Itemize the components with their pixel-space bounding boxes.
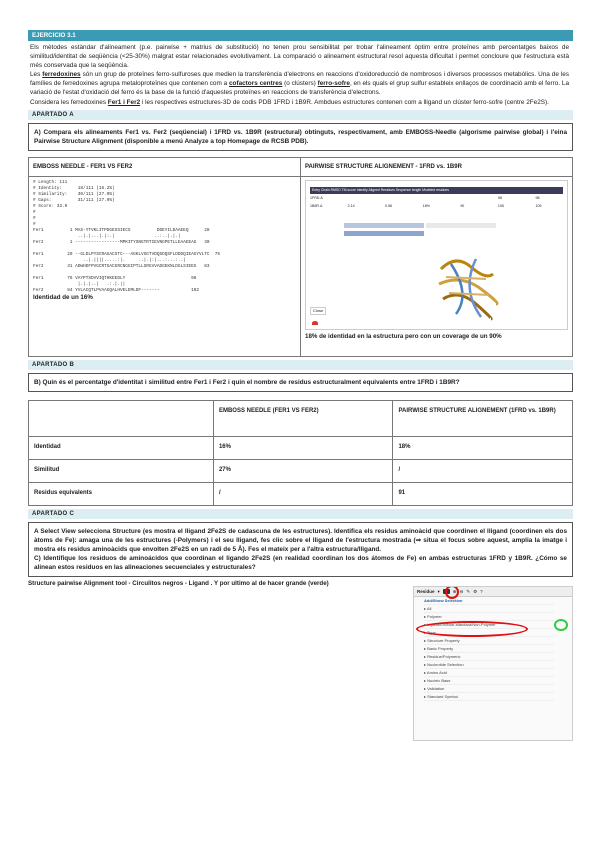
help-icon[interactable]: ? [480, 588, 483, 594]
pairwise-cell: 105 [535, 204, 542, 209]
table-header-cell: EMBOSS NEEDLE (FER1 VS FER2) [213, 400, 393, 436]
comparison-panels [28, 157, 573, 357]
emboss-title: EMBOSS NEEDLE - FER1 VS FER2 [29, 158, 300, 178]
pairwise-title: PAIRWISE STRUCTURE ALIGNEMENT - 1FRD vs. 1B9R [301, 158, 572, 178]
selection-item[interactable]: ▸ All [424, 605, 554, 613]
remove-icon[interactable]: ⊖ [459, 588, 464, 594]
close-button[interactable]: Close [310, 307, 326, 315]
pairwise-cell: 2.14 [347, 204, 355, 209]
pairwise-cell: 98 [497, 196, 502, 201]
section-c-label: APARTADO C [28, 509, 573, 519]
emboss-panel [29, 158, 300, 356]
intro-paragraph-3: Considera les ferredoxines Fer1 i Fer2 i les respectives estructures-3D de codis PDB 1FRD i 1B9R. Ambdues estructures contenen com a lligand un clúster ferro-sofre (centre 2Fe2S). [30, 98, 549, 106]
exercise-title: EJERCICIO 3.1 [28, 30, 573, 41]
alignment-line: Fer1 1 MAS-YTVKLITPDGESSIECS DDEYILDAAEEQ 28 [33, 228, 210, 234]
selection-item[interactable]: ▸ Validation [424, 685, 554, 693]
pairwise-cell: 0.56 [385, 204, 393, 209]
selection-list [414, 605, 572, 701]
alignment-line: Fer2 1 -----------------MPKITYSNGTRTIEVNGPETLLEAAEEAG 30 [33, 240, 210, 246]
selection-item[interactable]: ▸ Basic Property [424, 645, 554, 653]
answer-c [28, 580, 573, 741]
pairwise-cell: 98 [535, 196, 540, 201]
pairwise-cell: 105 [497, 204, 504, 209]
question-c [28, 522, 573, 577]
selection-item[interactable]: ▸ Residue/Polymeric [424, 653, 554, 661]
settings-icon[interactable]: ⚙ [473, 588, 478, 594]
table-cell: / [213, 482, 393, 505]
selection-item[interactable]: ▸ Nucleic Base [424, 677, 554, 685]
alignment-line: Fer1 29 --GLDLPYSCRAGACSTC---AGKLVSGTVDQSDQSFLDDDQIEAGYVLTC 75 [33, 252, 221, 258]
sequence-bar-2 [344, 231, 424, 236]
selection-item[interactable]: ▸ Ligand/Ion/Non-standard/Non-Polymer [424, 621, 554, 629]
section-b-label: APARTADO B [28, 360, 573, 370]
needle-alignment [33, 228, 296, 294]
worksheet-page [28, 30, 573, 741]
table-cell: Residus equivalents [29, 482, 214, 505]
selection-item[interactable]: ▸ Nucleotide Selection [424, 661, 554, 669]
alignment-line: ..|.|...|.|:.| ..:..|.|.| [33, 234, 181, 240]
pairwise-cell: 1FRD.A [310, 196, 323, 201]
comparison-table [28, 400, 573, 506]
selection-item[interactable]: ▸ Amino Acid [424, 669, 554, 677]
pairwise-panel [300, 158, 572, 356]
protein-structure-image [431, 249, 503, 325]
table-cell: Similitud [29, 459, 214, 482]
needle-header: # Length: 111 # Identity: 18/111 (16.2%) # Similarity: 30/111 (27.0%) # Gaps: 31/111 (27.9%) # Score: 33.0 # # # [33, 180, 115, 228]
pairwise-screenshot [305, 180, 568, 330]
sequence-bar-1 [344, 223, 424, 228]
panel-title: Residue [417, 588, 435, 594]
add-icon[interactable]: ⊕ [452, 588, 457, 594]
table-cell: 27% [213, 459, 393, 482]
alignment-line: ..|.||||.....:|. ..|.|:|...:...:..| [33, 258, 186, 264]
question-a: A) Compara els alineaments Fer1 vs. Fer2 (seqüencial) i 1FRD vs. 1B9R (estructural) obtinguts, respectivament, amb EMBOSS-Needle (algorisme pairwise global) i l'eina Pairwise Structure Alignment (disponible a menú Analyze a top Homepage de RCSB PDB). [28, 123, 573, 151]
table-cell: Identidad [29, 436, 214, 459]
intro-paragraph-2: Les ferredoxines són un grup de proteïnes ferro-sulfuroses que medien la transferència d'electrons en reaccions d'oxidoreducció de nombrosos i diversos processos metabòlics. Una de les famílies de ferredoxines agrupa metaloproteïnes que contenen com a cofactors centres (o clústers) ferro-sofre, en els quals el grup sulfur estableix enllaços de coordinació amb el ferro. La variació de l'estat d'oxidació del ferro és la base de la funció d'aquestes proteïnes en reaccions de transferència d'electrons. [30, 71, 570, 97]
pairwise-row-1frd [310, 195, 563, 202]
intro-paragraph-1: Els mètodes estàndar d'alineament (p.e. pairwise + matrius de substitució) no tenen prou sensibilitat per trobar l'alineament òptim entre proteïnes amb percentatges baixos de similitud/identitat de seqüència (<25-30%) malgrat estar relacionades evolutivament. La comparació o alineament estructural resol aquesta dificultat i permet concloure que l'estructura està més conservada que la seqüència. [30, 44, 569, 70]
table-row [29, 482, 573, 505]
link-cofactors[interactable]: cofactors centres [228, 80, 283, 88]
sequence-bar-3 [426, 223, 496, 228]
question-c-part-c: C) Identifique los residuos de aminoácidos que coordinan el ligando 2Fe2S (en realidad coordinan los dos átomos de Fe) en ambas estructuras 1FRD y 1B9R. ¿Cómo se alinean estos residuos en las alineaciones secuenciales y estructurales? [34, 555, 567, 572]
selection-item[interactable]: ▸ Structure Property [424, 637, 554, 645]
alignment-line: Fer2 31 ADWHDFPVGCRTGACGRCNGGIPTLLGRGVVADGEKNLDGLSIEEG 83 [33, 264, 210, 270]
emboss-caption: Identidad de un 16% [33, 294, 93, 302]
alignment-line: Fer2 84 YVLACQTLPVAAGQALHVELEMLDF------- 102 [33, 288, 199, 294]
table-row [29, 436, 573, 459]
pairwise-cell: 90 [460, 204, 465, 209]
table-cell: 16% [213, 436, 393, 459]
selection-item[interactable]: ▸ Polymer [424, 613, 554, 621]
panel-toolbar [414, 587, 572, 597]
edit-icon[interactable]: ✎ [466, 588, 471, 594]
alignment-line: Fer1 76 VAYPTSDVVIQTHKEEDLY 98 [33, 276, 197, 282]
selection-item[interactable]: ▸ Type [424, 629, 554, 637]
link-ferredoxines[interactable]: ferredoxines [42, 71, 81, 79]
pairwise-cell: 18% [422, 204, 430, 209]
selection-item[interactable]: ▸ Standard Symbol [424, 693, 554, 701]
dropdown-icon[interactable]: ▾ [437, 588, 440, 594]
pairwise-caption: 18% de identidad en la estructura pero con un coverage de un 90% [305, 333, 502, 341]
table-cell: 18% [393, 436, 573, 459]
table-row [29, 459, 573, 482]
answer-c-text: Structure pairwise Alignment tool - Circulitos negros - Ligand . Y por ultimo al de hacer grande (verde) [28, 580, 329, 588]
panel-subtitle: Add/Show Selection [424, 597, 554, 605]
question-b: B) Quin és el percentatge d'identitat i similitud entre Fer1 i Fer2 i quin el nombre de residus estructuralment equivalents entre 1FRD i 1B9R? [28, 373, 573, 392]
link-fer1-fer2[interactable]: Fer1 i Fer2 [107, 98, 141, 106]
molstar-selection-panel [413, 586, 573, 741]
intro-text [28, 41, 573, 107]
link-ferro-sofre[interactable]: ferro-sofre [317, 80, 350, 88]
table-cell: 91 [393, 482, 573, 505]
table-header-row [29, 400, 573, 436]
question-c-part-a: A Select View selecciona Structure (es mostra el lligand 2Fe2S de cadascuna de les estructures). Identifica els residus aminoàcid que coordinen el lligand (coordinen els dos àtoms de Fe): amaga una de les estructures (-Polymers) i el seu lligand, fes clic sobre el lligand de l'estructura mostrada (⇒ situa el focus sobre aquest, amplia la imatge i mostra els residus aminoàcids que envolten 2Fe2S en un radi de 5 Å). Fes el mateix per a l'altra estructura/lligand. [34, 527, 567, 554]
red-marker-icon [312, 321, 318, 325]
pairwise-cell: 1B9R.A [310, 204, 323, 209]
pairwise-table-header: Entry Chain RMSD TM-score Identity Aligned Residues Sequence length Modeled residues [310, 187, 563, 194]
table-header-cell [29, 400, 214, 436]
pairwise-row-1b9r [310, 203, 563, 210]
alignment-line: |.|.|..| .:.|.|| [33, 282, 126, 288]
table-header-cell: PAIRWISE STRUCTURE ALIGNEMENT (1FRD vs. 1B9R) [393, 400, 573, 436]
section-a-label: APARTADO A [28, 110, 573, 120]
table-cell: / [393, 459, 573, 482]
